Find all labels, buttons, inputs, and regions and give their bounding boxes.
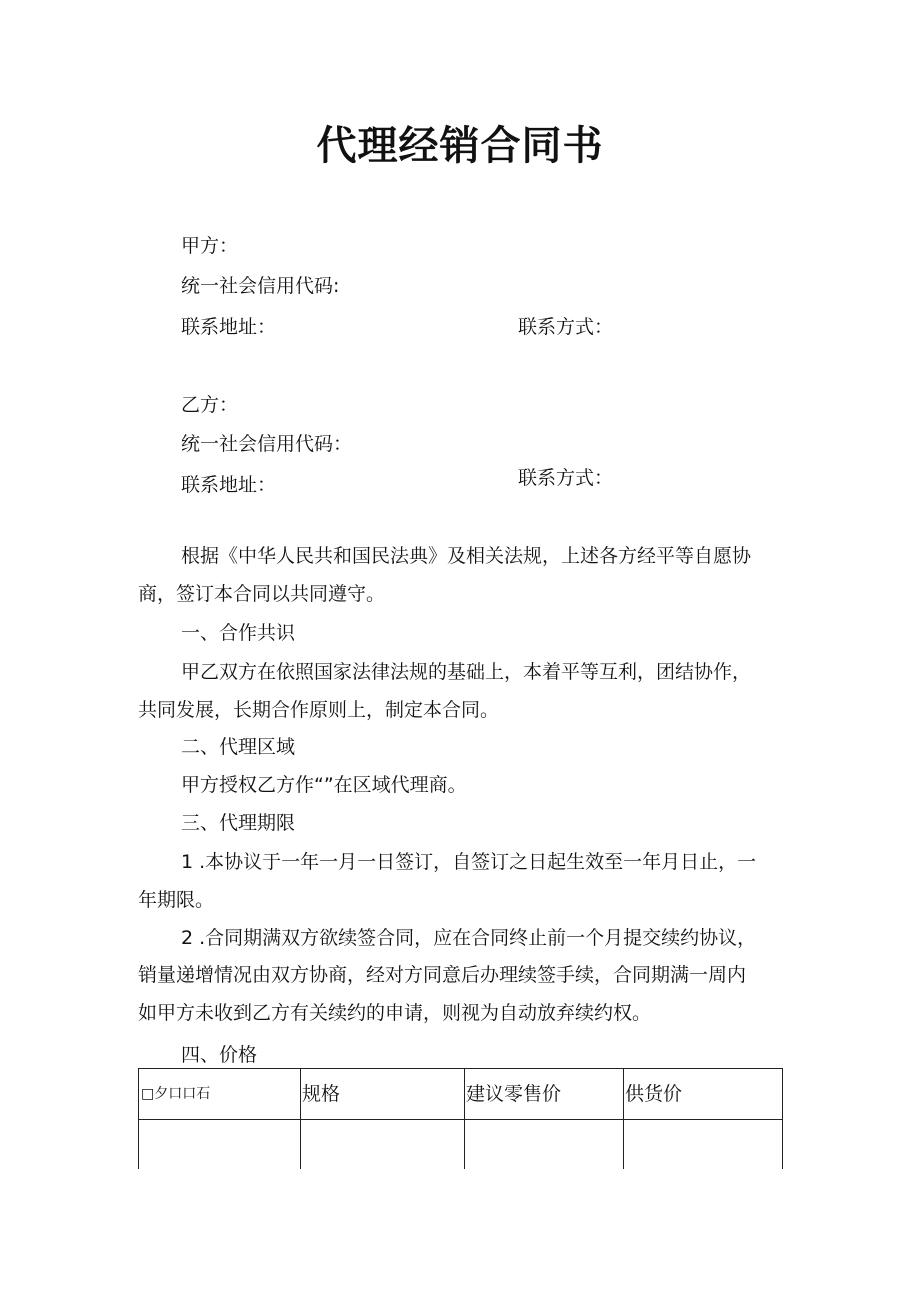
table-border-top	[138, 1068, 783, 1069]
section-3-line-4: 销量递增情况由双方协商，经对方同意后办理续签手续，合同期满一周内	[138, 964, 747, 986]
section-3-line-3: 2 .合同期满双方欲续签合同，应在合同终止前一个月提交续约协议，	[181, 927, 757, 949]
table-header-product-name: □夕口口石	[141, 1086, 211, 1102]
intro-line-1: 根据《中华人民共和国民法典》及相关法规，上述各方经平等自愿协	[181, 545, 752, 567]
table-header-divider	[138, 1119, 783, 1120]
table-header-retail-price: 建议零售价	[466, 1083, 562, 1105]
table-header-supply-price: 供货价	[625, 1083, 683, 1105]
section-3-line-5: 如甲方未收到乙方有关续约的申请，则视为自动放弃续约权。	[138, 1002, 652, 1024]
section-3-line-2: 年期限。	[138, 889, 215, 911]
section-1-line-1: 甲乙双方在依照国家法律法规的基础上，本着平等互利，团结协作，	[181, 661, 752, 683]
party-b-contact-label: 联系方式：	[518, 467, 614, 489]
table-header-spec: 规格	[302, 1083, 341, 1105]
table-border-left	[138, 1068, 139, 1169]
party-b-address-label: 联系地址：	[181, 474, 277, 496]
section-4-heading: 四、价格	[181, 1044, 258, 1066]
section-3-heading: 三、代理期限	[181, 812, 296, 834]
party-a-contact-label: 联系方式：	[518, 316, 614, 338]
section-2-heading: 二、代理区域	[181, 736, 296, 758]
document-title: 代理经销合同书	[316, 123, 604, 169]
party-a-name-label: 甲方：	[181, 235, 239, 257]
price-table	[138, 1068, 783, 1169]
section-1-line-2: 共同发展，长期合作原则上，制定本合同。	[138, 699, 500, 721]
party-b-credit-code-label: 统一社会信用代码：	[181, 433, 353, 455]
table-col-divider-1	[300, 1068, 301, 1169]
party-b-name-label: 乙方：	[181, 394, 239, 416]
table-border-right	[782, 1068, 783, 1169]
intro-line-2: 商，签订本合同以共同遵守。	[138, 583, 386, 605]
party-a-credit-code-label: 统一社会信用代码:	[181, 275, 340, 297]
section-1-heading: 一、合作共识	[181, 622, 296, 644]
table-col-divider-3	[623, 1068, 624, 1169]
table-col-divider-2	[464, 1068, 465, 1169]
party-a-address-label: 联系地址：	[181, 316, 277, 338]
section-2-line-1: 甲方授权乙方作“”在区域代理商。	[181, 774, 467, 796]
section-3-line-1: 1 .本协议于一年一月一日签订，自签订之日起生效至一年月日止，一	[181, 851, 757, 873]
